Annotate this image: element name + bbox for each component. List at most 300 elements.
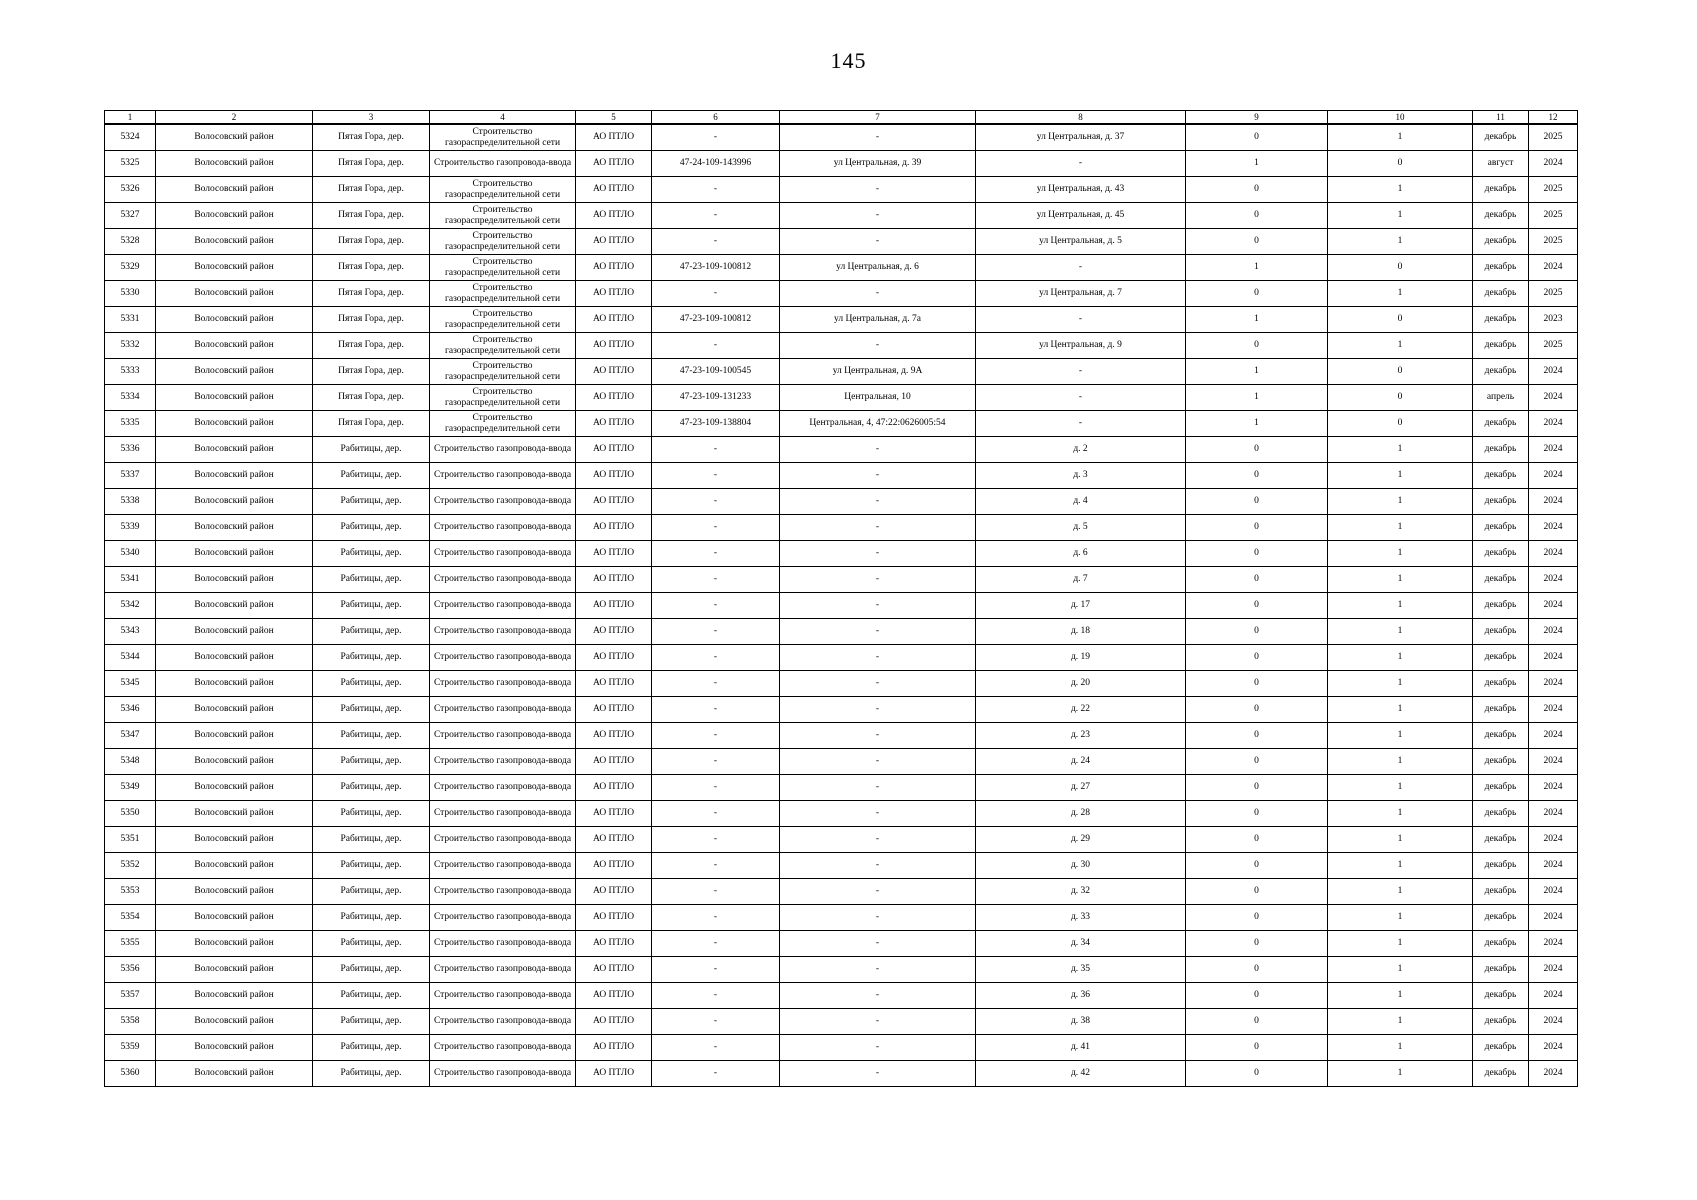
planned-address-cell: д. 17 [976, 593, 1186, 619]
month-cell: декабрь [1473, 1009, 1529, 1035]
organization-cell: АО ПТЛО [576, 697, 652, 723]
locality-cell: Пятая Гора, дер. [313, 281, 430, 307]
table-row [105, 515, 1578, 541]
organization-cell: АО ПТЛО [576, 957, 652, 983]
planned-address-cell: д. 5 [976, 515, 1186, 541]
locality-cell: Рабитицы, дер. [313, 827, 430, 853]
work-type-cell: Строительство газопровода-ввода [430, 983, 576, 1009]
object-address-cell: - [780, 593, 976, 619]
planned-address-cell: - [976, 307, 1186, 333]
locality-cell: Рабитицы, дер. [313, 1035, 430, 1061]
planned-address-cell: ул Центральная, д. 5 [976, 229, 1186, 255]
year-cell: 2024 [1529, 827, 1578, 853]
year-cell: 2025 [1529, 203, 1578, 229]
object-address-cell: Центральная, 4, 47:22:0626005:54 [780, 411, 976, 437]
locality-cell: Пятая Гора, дер. [313, 385, 430, 411]
district-cell: Волосовский район [156, 437, 313, 463]
row-number: 5343 [105, 619, 156, 645]
object-address-cell: - [780, 879, 976, 905]
table-row [105, 983, 1578, 1009]
organization-cell: АО ПТЛО [576, 645, 652, 671]
col10-value-cell: 0 [1328, 385, 1473, 411]
planned-address-cell: ул Центральная, д. 9 [976, 333, 1186, 359]
col10-value-cell: 1 [1328, 853, 1473, 879]
month-cell: апрель [1473, 385, 1529, 411]
month-cell: декабрь [1473, 124, 1529, 151]
work-type-cell: Строительство газопровода-ввода [430, 879, 576, 905]
planned-address-cell: д. 18 [976, 619, 1186, 645]
locality-cell: Рабитицы, дер. [313, 697, 430, 723]
district-cell: Волосовский район [156, 593, 313, 619]
object-address-cell: - [780, 983, 976, 1009]
object-address-cell: - [780, 645, 976, 671]
organization-cell: АО ПТЛО [576, 437, 652, 463]
col10-value-cell: 1 [1328, 983, 1473, 1009]
month-cell: декабрь [1473, 853, 1529, 879]
col9-value-cell: 0 [1186, 905, 1328, 931]
cadastral-number-cell: - [652, 281, 780, 307]
month-cell: декабрь [1473, 957, 1529, 983]
district-cell: Волосовский район [156, 385, 313, 411]
row-number: 5324 [105, 124, 156, 151]
col10-value-cell: 1 [1328, 489, 1473, 515]
organization-cell: АО ПТЛО [576, 723, 652, 749]
locality-cell: Пятая Гора, дер. [313, 151, 430, 177]
table-row [105, 541, 1578, 567]
table-row [105, 645, 1578, 671]
district-cell: Волосовский район [156, 879, 313, 905]
cadastral-number-cell: - [652, 1061, 780, 1087]
locality-cell: Пятая Гора, дер. [313, 255, 430, 281]
month-cell: декабрь [1473, 723, 1529, 749]
col10-value-cell: 1 [1328, 333, 1473, 359]
cadastral-number-cell: - [652, 983, 780, 1009]
work-type-cell: Строительство газопровода-ввода [430, 593, 576, 619]
col9-value-cell: 0 [1186, 697, 1328, 723]
work-type-cell: Строительство газораспределительной сети [430, 359, 576, 385]
work-type-cell: Строительство газораспределительной сети [430, 229, 576, 255]
year-cell: 2024 [1529, 593, 1578, 619]
col9-value-cell: 1 [1186, 255, 1328, 281]
organization-cell: АО ПТЛО [576, 827, 652, 853]
month-cell: декабрь [1473, 567, 1529, 593]
month-cell: декабрь [1473, 1061, 1529, 1087]
district-cell: Волосовский район [156, 229, 313, 255]
district-cell: Волосовский район [156, 775, 313, 801]
year-cell: 2024 [1529, 671, 1578, 697]
column-header-6: 6 [652, 111, 780, 125]
col10-value-cell: 1 [1328, 671, 1473, 697]
row-number: 5350 [105, 801, 156, 827]
cadastral-number-cell: 47-24-109-143996 [652, 151, 780, 177]
col9-value-cell: 0 [1186, 879, 1328, 905]
work-type-cell: Строительство газопровода-ввода [430, 645, 576, 671]
object-address-cell: - [780, 905, 976, 931]
planned-address-cell: д. 20 [976, 671, 1186, 697]
district-cell: Волосовский район [156, 983, 313, 1009]
row-number: 5357 [105, 983, 156, 1009]
row-number: 5332 [105, 333, 156, 359]
col10-value-cell: 1 [1328, 124, 1473, 151]
work-type-cell: Строительство газопровода-ввода [430, 463, 576, 489]
year-cell: 2024 [1529, 775, 1578, 801]
locality-cell: Рабитицы, дер. [313, 463, 430, 489]
month-cell: декабрь [1473, 203, 1529, 229]
object-address-cell: - [780, 437, 976, 463]
organization-cell: АО ПТЛО [576, 567, 652, 593]
table-row [105, 203, 1578, 229]
col9-value-cell: 0 [1186, 541, 1328, 567]
district-cell: Волосовский район [156, 723, 313, 749]
year-cell: 2024 [1529, 411, 1578, 437]
work-type-cell: Строительство газораспределительной сети [430, 333, 576, 359]
column-header-5: 5 [576, 111, 652, 125]
planned-address-cell: д. 4 [976, 489, 1186, 515]
col10-value-cell: 1 [1328, 203, 1473, 229]
table-row [105, 827, 1578, 853]
row-number: 5331 [105, 307, 156, 333]
col10-value-cell: 1 [1328, 697, 1473, 723]
cadastral-number-cell: - [652, 463, 780, 489]
month-cell: декабрь [1473, 333, 1529, 359]
object-address-cell: - [780, 671, 976, 697]
col9-value-cell: 1 [1186, 411, 1328, 437]
table-row [105, 775, 1578, 801]
col10-value-cell: 1 [1328, 1061, 1473, 1087]
object-address-cell: - [780, 177, 976, 203]
col9-value-cell: 0 [1186, 124, 1328, 151]
cadastral-number-cell: - [652, 905, 780, 931]
col10-value-cell: 1 [1328, 619, 1473, 645]
work-type-cell: Строительство газораспределительной сети [430, 255, 576, 281]
col10-value-cell: 1 [1328, 1035, 1473, 1061]
district-cell: Волосовский район [156, 749, 313, 775]
district-cell: Волосовский район [156, 489, 313, 515]
row-number: 5346 [105, 697, 156, 723]
work-type-cell: Строительство газопровода-ввода [430, 151, 576, 177]
object-address-cell: - [780, 853, 976, 879]
year-cell: 2025 [1529, 281, 1578, 307]
cadastral-number-cell: - [652, 645, 780, 671]
column-header-2: 2 [156, 111, 313, 125]
row-number: 5337 [105, 463, 156, 489]
cadastral-number-cell: - [652, 931, 780, 957]
locality-cell: Рабитицы, дер. [313, 905, 430, 931]
organization-cell: АО ПТЛО [576, 619, 652, 645]
planned-address-cell: - [976, 359, 1186, 385]
planned-address-cell: - [976, 411, 1186, 437]
locality-cell: Рабитицы, дер. [313, 671, 430, 697]
column-header-9: 9 [1186, 111, 1328, 125]
district-cell: Волосовский район [156, 203, 313, 229]
col9-value-cell: 0 [1186, 515, 1328, 541]
work-type-cell: Строительство газораспределительной сети [430, 411, 576, 437]
col9-value-cell: 0 [1186, 333, 1328, 359]
row-number: 5348 [105, 749, 156, 775]
object-address-cell: - [780, 1009, 976, 1035]
table-row [105, 359, 1578, 385]
column-header-1: 1 [105, 111, 156, 125]
organization-cell: АО ПТЛО [576, 879, 652, 905]
row-number: 5328 [105, 229, 156, 255]
month-cell: декабрь [1473, 515, 1529, 541]
table-row [105, 463, 1578, 489]
cadastral-number-cell: - [652, 879, 780, 905]
col9-value-cell: 0 [1186, 203, 1328, 229]
object-address-cell: - [780, 749, 976, 775]
year-cell: 2023 [1529, 307, 1578, 333]
work-type-cell: Строительство газопровода-ввода [430, 619, 576, 645]
organization-cell: АО ПТЛО [576, 489, 652, 515]
locality-cell: Рабитицы, дер. [313, 515, 430, 541]
work-type-cell: Строительство газопровода-ввода [430, 489, 576, 515]
object-address-cell: - [780, 567, 976, 593]
organization-cell: АО ПТЛО [576, 203, 652, 229]
object-address-cell: - [780, 541, 976, 567]
cadastral-number-cell: - [652, 437, 780, 463]
row-number: 5327 [105, 203, 156, 229]
organization-cell: АО ПТЛО [576, 671, 652, 697]
cadastral-number-cell: - [652, 177, 780, 203]
object-address-cell: - [780, 827, 976, 853]
column-header-12: 12 [1529, 111, 1578, 125]
locality-cell: Рабитицы, дер. [313, 879, 430, 905]
work-type-cell: Строительство газопровода-ввода [430, 931, 576, 957]
month-cell: декабрь [1473, 1035, 1529, 1061]
planned-address-cell: д. 30 [976, 853, 1186, 879]
col9-value-cell: 0 [1186, 437, 1328, 463]
planned-address-cell: ул Центральная, д. 7 [976, 281, 1186, 307]
planned-address-cell: ул Центральная, д. 45 [976, 203, 1186, 229]
locality-cell: Рабитицы, дер. [313, 983, 430, 1009]
organization-cell: АО ПТЛО [576, 385, 652, 411]
row-number: 5335 [105, 411, 156, 437]
row-number: 5342 [105, 593, 156, 619]
object-address-cell: - [780, 229, 976, 255]
organization-cell: АО ПТЛО [576, 853, 652, 879]
planned-address-cell: д. 22 [976, 697, 1186, 723]
locality-cell: Пятая Гора, дер. [313, 307, 430, 333]
col10-value-cell: 1 [1328, 723, 1473, 749]
month-cell: август [1473, 151, 1529, 177]
col10-value-cell: 1 [1328, 645, 1473, 671]
month-cell: декабрь [1473, 541, 1529, 567]
col9-value-cell: 0 [1186, 723, 1328, 749]
col10-value-cell: 1 [1328, 177, 1473, 203]
planned-address-cell: д. 35 [976, 957, 1186, 983]
planned-address-cell: - [976, 385, 1186, 411]
col10-value-cell: 0 [1328, 411, 1473, 437]
col9-value-cell: 0 [1186, 853, 1328, 879]
row-number: 5338 [105, 489, 156, 515]
table-row [105, 151, 1578, 177]
row-number: 5352 [105, 853, 156, 879]
col10-value-cell: 0 [1328, 151, 1473, 177]
col9-value-cell: 1 [1186, 307, 1328, 333]
planned-address-cell: - [976, 255, 1186, 281]
table-row [105, 124, 1578, 151]
month-cell: декабрь [1473, 931, 1529, 957]
row-number: 5356 [105, 957, 156, 983]
registry-table [104, 110, 1578, 1087]
col9-value-cell: 0 [1186, 827, 1328, 853]
organization-cell: АО ПТЛО [576, 229, 652, 255]
col10-value-cell: 1 [1328, 541, 1473, 567]
organization-cell: АО ПТЛО [576, 307, 652, 333]
table-row [105, 905, 1578, 931]
work-type-cell: Строительство газопровода-ввода [430, 515, 576, 541]
cadastral-number-cell: - [652, 827, 780, 853]
table-row [105, 697, 1578, 723]
table-row [105, 385, 1578, 411]
planned-address-cell: д. 38 [976, 1009, 1186, 1035]
cadastral-number-cell: - [652, 723, 780, 749]
work-type-cell: Строительство газораспределительной сети [430, 281, 576, 307]
row-number: 5359 [105, 1035, 156, 1061]
row-number: 5347 [105, 723, 156, 749]
object-address-cell: - [780, 463, 976, 489]
work-type-cell: Строительство газопровода-ввода [430, 957, 576, 983]
object-address-cell: - [780, 1061, 976, 1087]
organization-cell: АО ПТЛО [576, 801, 652, 827]
cadastral-number-cell: - [652, 697, 780, 723]
district-cell: Волосовский район [156, 697, 313, 723]
cadastral-number-cell: - [652, 515, 780, 541]
year-cell: 2024 [1529, 931, 1578, 957]
col10-value-cell: 1 [1328, 775, 1473, 801]
table-row [105, 1061, 1578, 1087]
table-row [105, 957, 1578, 983]
row-number: 5354 [105, 905, 156, 931]
organization-cell: АО ПТЛО [576, 255, 652, 281]
work-type-cell: Строительство газопровода-ввода [430, 827, 576, 853]
table-row [105, 411, 1578, 437]
district-cell: Волосовский район [156, 1035, 313, 1061]
cadastral-number-cell: - [652, 957, 780, 983]
planned-address-cell: д. 24 [976, 749, 1186, 775]
planned-address-cell: ул Центральная, д. 43 [976, 177, 1186, 203]
col9-value-cell: 1 [1186, 385, 1328, 411]
month-cell: декабрь [1473, 307, 1529, 333]
cadastral-number-cell: - [652, 229, 780, 255]
work-type-cell: Строительство газопровода-ввода [430, 775, 576, 801]
row-number: 5360 [105, 1061, 156, 1087]
year-cell: 2024 [1529, 359, 1578, 385]
month-cell: декабрь [1473, 775, 1529, 801]
district-cell: Волосовский район [156, 957, 313, 983]
district-cell: Волосовский район [156, 281, 313, 307]
district-cell: Волосовский район [156, 151, 313, 177]
cadastral-number-cell: 47-23-109-100812 [652, 307, 780, 333]
organization-cell: АО ПТЛО [576, 463, 652, 489]
district-cell: Волосовский район [156, 411, 313, 437]
month-cell: декабрь [1473, 359, 1529, 385]
cadastral-number-cell: - [652, 124, 780, 151]
work-type-cell: Строительство газораспределительной сети [430, 385, 576, 411]
work-type-cell: Строительство газораспределительной сети [430, 177, 576, 203]
table-row [105, 723, 1578, 749]
col10-value-cell: 1 [1328, 931, 1473, 957]
locality-cell: Рабитицы, дер. [313, 489, 430, 515]
month-cell: декабрь [1473, 879, 1529, 905]
year-cell: 2024 [1529, 801, 1578, 827]
object-address-cell: - [780, 489, 976, 515]
row-number: 5340 [105, 541, 156, 567]
organization-cell: АО ПТЛО [576, 541, 652, 567]
planned-address-cell: д. 34 [976, 931, 1186, 957]
work-type-cell: Строительство газопровода-ввода [430, 697, 576, 723]
col9-value-cell: 0 [1186, 489, 1328, 515]
row-number: 5358 [105, 1009, 156, 1035]
work-type-cell: Строительство газопровода-ввода [430, 1009, 576, 1035]
col9-value-cell: 0 [1186, 983, 1328, 1009]
table-row [105, 307, 1578, 333]
cadastral-number-cell: - [652, 489, 780, 515]
district-cell: Волосовский район [156, 905, 313, 931]
locality-cell: Рабитицы, дер. [313, 567, 430, 593]
locality-cell: Рабитицы, дер. [313, 1061, 430, 1087]
row-number: 5341 [105, 567, 156, 593]
column-number-row [105, 111, 1578, 125]
col9-value-cell: 0 [1186, 229, 1328, 255]
cadastral-number-cell: - [652, 619, 780, 645]
col10-value-cell: 1 [1328, 567, 1473, 593]
col9-value-cell: 0 [1186, 463, 1328, 489]
col9-value-cell: 0 [1186, 671, 1328, 697]
column-header-4: 4 [430, 111, 576, 125]
district-cell: Волосовский район [156, 1009, 313, 1035]
object-address-cell: Центральная, 10 [780, 385, 976, 411]
cadastral-number-cell: - [652, 801, 780, 827]
table-row [105, 255, 1578, 281]
year-cell: 2024 [1529, 1035, 1578, 1061]
cadastral-number-cell: - [652, 853, 780, 879]
table-row [105, 229, 1578, 255]
year-cell: 2024 [1529, 983, 1578, 1009]
locality-cell: Рабитицы, дер. [313, 437, 430, 463]
organization-cell: АО ПТЛО [576, 333, 652, 359]
organization-cell: АО ПТЛО [576, 775, 652, 801]
object-address-cell: ул Центральная, д. 6 [780, 255, 976, 281]
col10-value-cell: 0 [1328, 307, 1473, 333]
col9-value-cell: 1 [1186, 359, 1328, 385]
year-cell: 2024 [1529, 151, 1578, 177]
month-cell: декабрь [1473, 489, 1529, 515]
work-type-cell: Строительство газопровода-ввода [430, 541, 576, 567]
col10-value-cell: 1 [1328, 879, 1473, 905]
row-number: 5330 [105, 281, 156, 307]
col9-value-cell: 0 [1186, 177, 1328, 203]
table-row [105, 489, 1578, 515]
locality-cell: Рабитицы, дер. [313, 957, 430, 983]
year-cell: 2025 [1529, 177, 1578, 203]
col10-value-cell: 1 [1328, 801, 1473, 827]
locality-cell: Рабитицы, дер. [313, 593, 430, 619]
planned-address-cell: д. 33 [976, 905, 1186, 931]
year-cell: 2024 [1529, 749, 1578, 775]
cadastral-number-cell: - [652, 1009, 780, 1035]
col9-value-cell: 0 [1186, 567, 1328, 593]
table-row [105, 281, 1578, 307]
work-type-cell: Строительство газораспределительной сети [430, 203, 576, 229]
year-cell: 2024 [1529, 515, 1578, 541]
district-cell: Волосовский район [156, 541, 313, 567]
cadastral-number-cell: - [652, 749, 780, 775]
year-cell: 2025 [1529, 229, 1578, 255]
locality-cell: Пятая Гора, дер. [313, 229, 430, 255]
district-cell: Волосовский район [156, 671, 313, 697]
year-cell: 2024 [1529, 879, 1578, 905]
